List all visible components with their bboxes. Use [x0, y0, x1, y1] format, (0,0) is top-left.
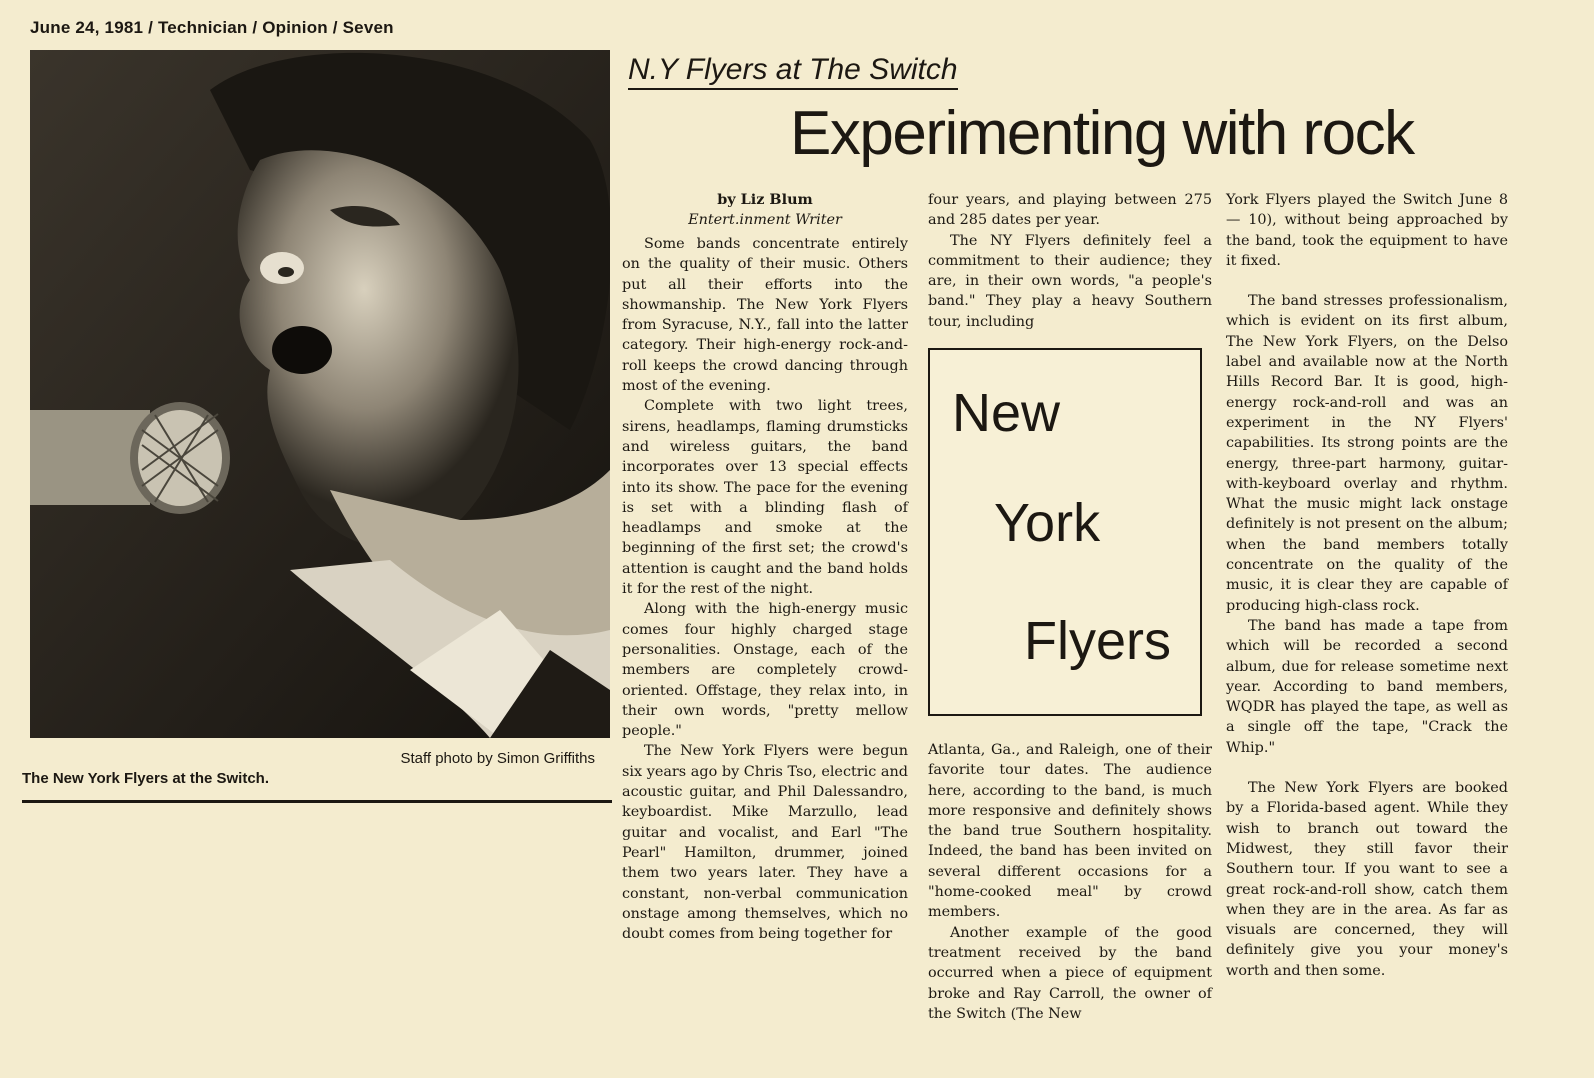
photo-caption: The New York Flyers at the Switch. [22, 770, 270, 787]
byline-role: Entert.inment Writer [688, 212, 842, 228]
paragraph: The NY Flyers definitely feel a commitment to their audience; they are, in their own words, "a people's band." They play a heavy Southern tour, including [928, 232, 1212, 330]
article-column-3 [1226, 190, 1508, 981]
article-kicker: N.Y Flyers at The Switch [628, 52, 958, 90]
photo-credit: Staff photo by Simon Griffiths [400, 750, 595, 767]
paragraph: The band has made a tape from which will be recorded a second album, due for release sometime next year. According to band members, WQDR has played the tape, as well as a single off the tape, "Crack the Whip." [1226, 617, 1508, 756]
article-column-2-bottom [928, 740, 1212, 1024]
singer-photo-drawing [30, 50, 610, 738]
paragraph: Along with the high-energy music comes four highly charged stage personalities. Onstage, each of the members are completely crowd-oriented. Offstage, they relax into, in their own words, "pretty mellow people." [622, 601, 908, 740]
article-column-1 [622, 190, 908, 944]
pullquote-word: Flyers [1024, 611, 1171, 671]
caption-rule [22, 800, 612, 803]
paragraph: The New York Flyers are booked by a Florida-based agent. While they wish to branch out toward the Midwest, they still favor their Southern tour. If you want to see a great rock-and-roll show, catch them when they are in the area. As far as visuals are concerned, they will definitely give you your money's worth and then some. [1226, 780, 1508, 979]
byline: by Liz Blum [717, 191, 813, 208]
singer-photo [30, 50, 610, 738]
paragraph: York Flyers played the Switch June 8 — 10), without being approached by the band, took the equipment to have it fixed. [1226, 192, 1508, 269]
paragraph: The New York Flyers were begun six years ago by Chris Tso, electric and acoustic guitar, and Phil Dalessandro, keyboardist. Mike Marzullo, lead guitar and vocalist, and Earl "The Pearl" Hamilton, drummer, joined them two years later. They have a constant, non-verbal communication onstage among themselves, which no doubt comes from being together for [622, 743, 908, 943]
paragraph: Atlanta, Ga., and Raleigh, one of their favorite tour dates. The audience here, according to the band, is much more responsive and definitely shows the band true Southern hospitality. Indeed, the band has been invited on several different occasions for a "home-cooked meal" by crowd members. [928, 742, 1212, 921]
paragraph: Another example of the good treatment received by the band occurred when a piece of equipment broke and Ray Carroll, the owner of the Switch (The New [928, 924, 1212, 1022]
paragraph: Some bands concentrate entirely on the quality of their music. Others put all their efforts into the showmanship. The New York Flyers from Syracuse, N.Y., fall into the latter category. Their high-energy rock-and-roll keeps the crowd dancing through most of the evening. [622, 236, 908, 395]
paragraph: The band stresses professionalism, which is evident on its first album, The New York Flyers, on the Delso label and available now at the North Hills Record Bar. It is good, high-energy rock-and-roll and was an experiment in the NY Flyers' capabilities. Its strong points are the energy, three-part harmony, guitar-with-keyboard overlay and rhythm. What the music might lack onstage definitely is not present on the album; when the band members totally concentrate on the quality of the music, it is clear they are capable of producing high-class rock. [1226, 293, 1508, 614]
page-folio: June 24, 1981 / Technician / Opinion / Seven [30, 18, 394, 37]
article-column-2-top [928, 190, 1212, 332]
pullquote-word: New [952, 383, 1061, 443]
article-headline: Experimenting with rock [790, 99, 1414, 168]
paragraph: four years, and playing between 275 and 285 dates per year. [928, 192, 1212, 229]
pullquote-word: York [994, 493, 1101, 553]
paragraph: Complete with two light trees, sirens, headlamps, flaming drumsticks and wireless guitars, the band incorporates over 13 special effects into its show. The pace for the evening is set with a blinding flash of headlamps and smoke at the beginning of the first set; the crowd's attention is caught and the band holds it for the rest of the night. [622, 398, 908, 598]
pullquote-box [928, 348, 1202, 716]
